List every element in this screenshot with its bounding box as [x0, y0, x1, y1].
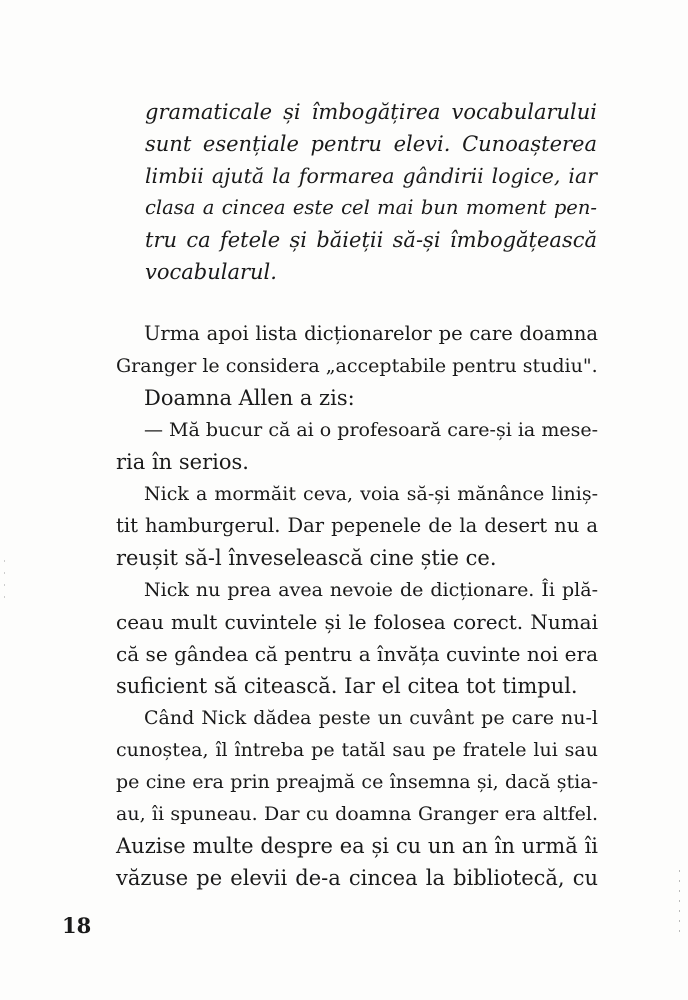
- paragraph-line: reușit să-l înveselească cine știe ce.: [116, 546, 497, 570]
- scan-edge-mark: [679, 870, 680, 940]
- italic-quote-block: [145, 96, 597, 288]
- paragraph-line: tit hamburgerul. Dar pepenele de la desert nu a: [116, 514, 598, 537]
- paragraph-line: că se gândea că pentru a învăța cuvinte noi era: [116, 642, 598, 666]
- quote-line: gramaticale și îmbogățirea vocabularului: [145, 100, 597, 124]
- paragraph-line: Urma apoi lista dicționarelor pe care doamna: [144, 322, 598, 345]
- paragraph-line: ceau mult cuvintele și le folosea corect. Numai: [116, 610, 598, 634]
- page-number: 18: [62, 913, 92, 938]
- paragraph-line: Granger le considera „acceptabile pentru studiu".: [116, 355, 598, 377]
- paragraph-line: cunoștea, îl întreba pe tatăl sau pe fratele lui sau: [116, 739, 598, 761]
- paragraph-line: Doamna Allen a zis:: [144, 386, 355, 410]
- paragraph-line: Nick a mormăit ceva, voia să-și mănânce liniș-: [144, 483, 598, 505]
- paragraph-line: ria în serios.: [116, 450, 249, 474]
- quote-line: clasa a cincea este cel mai bun moment pen-: [145, 196, 597, 219]
- quote-line: limbii ajută la formarea gândirii logice, iar: [145, 164, 597, 188]
- paragraph-line: suficient să citească. Iar el citea tot timpul.: [116, 674, 578, 698]
- quote-line: tru ca fetele și băieții să-și îmbogățească: [145, 228, 597, 252]
- quote-line: sunt esențiale pentru elevi. Cunoașterea: [145, 132, 597, 156]
- body-text-block: [116, 318, 598, 894]
- paragraph-line: văzuse pe elevii de-a cincea la bibliotecă, cu: [116, 866, 598, 890]
- paragraph-line: — Mă bucur că ai o profesoară care-și ia mese-: [144, 419, 598, 441]
- paragraph-line: pe cine era prin preajmă ce însemna și, dacă știa-: [116, 771, 598, 793]
- paragraph-line: Auzise multe despre ea și cu un an în urmă îi: [116, 834, 598, 858]
- paragraph-line: Nick nu prea avea nevoie de dicționare. Îi plă-: [144, 579, 598, 601]
- paragraph-line: Când Nick dădea peste un cuvânt pe care nu-l: [144, 707, 598, 729]
- quote-line: vocabularul.: [145, 260, 277, 284]
- scan-edge-mark: [4, 560, 5, 600]
- paragraph-line: au, îi spuneau. Dar cu doamna Granger era altfel.: [116, 803, 598, 825]
